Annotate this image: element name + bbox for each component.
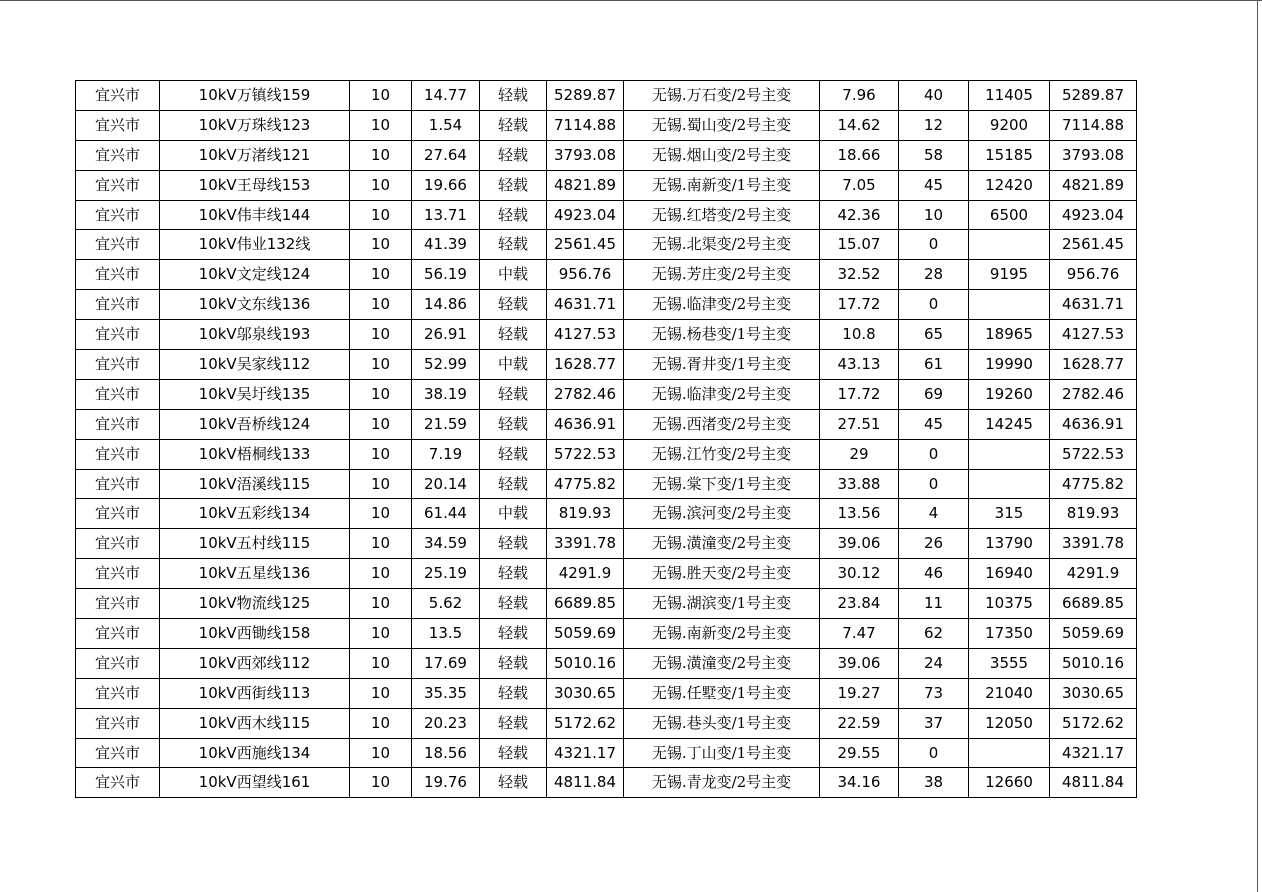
capacity-cell: 12050 — [969, 708, 1050, 738]
table-row — [76, 290, 1137, 320]
line-name-cell: 10kV文东线136 — [160, 290, 350, 320]
load-status-cell: 轻载 — [480, 469, 547, 499]
available-cell: 5722.53 — [1050, 439, 1137, 469]
transformer-load-cell: 14.62 — [820, 110, 899, 140]
transformer-load-cell: 17.72 — [820, 290, 899, 320]
city-cell: 宜兴市 — [76, 170, 160, 200]
load-status-cell: 轻载 — [480, 559, 547, 589]
count-cell: 0 — [899, 230, 969, 260]
load-status-cell: 轻载 — [480, 290, 547, 320]
capacity-cell — [969, 230, 1050, 260]
count-cell: 46 — [899, 559, 969, 589]
capacity-margin-cell: 819.93 — [547, 499, 624, 529]
load-status-cell: 轻载 — [480, 439, 547, 469]
transformer-cell: 无锡.滨河变/2号主变 — [624, 499, 820, 529]
capacity-cell: 3555 — [969, 648, 1050, 678]
load-rate-cell: 17.69 — [412, 648, 480, 678]
transformer-cell: 无锡.南新变/1号主变 — [624, 170, 820, 200]
capacity-cell: 19990 — [969, 350, 1050, 380]
load-rate-cell: 52.99 — [412, 350, 480, 380]
table-row — [76, 768, 1137, 798]
available-cell: 5172.62 — [1050, 708, 1137, 738]
capacity-margin-cell: 5059.69 — [547, 619, 624, 649]
capacity-cell: 315 — [969, 499, 1050, 529]
voltage-cell: 10 — [350, 409, 412, 439]
voltage-cell: 10 — [350, 170, 412, 200]
capacity-margin-cell: 5722.53 — [547, 439, 624, 469]
city-cell: 宜兴市 — [76, 110, 160, 140]
load-status-cell: 轻载 — [480, 81, 547, 111]
load-status-cell: 轻载 — [480, 738, 547, 768]
load-rate-cell: 19.66 — [412, 170, 480, 200]
line-name-cell: 10kV西木线115 — [160, 708, 350, 738]
voltage-cell: 10 — [350, 140, 412, 170]
load-status-cell: 中载 — [480, 499, 547, 529]
transformer-load-cell: 10.8 — [820, 320, 899, 350]
voltage-cell: 10 — [350, 81, 412, 111]
city-cell: 宜兴市 — [76, 260, 160, 290]
available-cell: 4811.84 — [1050, 768, 1137, 798]
capacity-margin-cell: 3793.08 — [547, 140, 624, 170]
transformer-cell: 无锡.棠下变/1号主变 — [624, 469, 820, 499]
voltage-cell: 10 — [350, 290, 412, 320]
load-status-cell: 中载 — [480, 260, 547, 290]
available-cell: 5010.16 — [1050, 648, 1137, 678]
voltage-cell: 10 — [350, 738, 412, 768]
load-status-cell: 轻载 — [480, 320, 547, 350]
voltage-cell: 10 — [350, 708, 412, 738]
city-cell: 宜兴市 — [76, 619, 160, 649]
transformer-cell: 无锡.红塔变/2号主变 — [624, 200, 820, 230]
count-cell: 40 — [899, 81, 969, 111]
transformer-cell: 无锡.巷头变/1号主变 — [624, 708, 820, 738]
voltage-cell: 10 — [350, 589, 412, 619]
transformer-load-cell: 29 — [820, 439, 899, 469]
transformer-cell: 无锡.湖滨变/1号主变 — [624, 589, 820, 619]
transformer-load-cell: 39.06 — [820, 648, 899, 678]
transformer-load-cell: 22.59 — [820, 708, 899, 738]
load-rate-cell: 20.23 — [412, 708, 480, 738]
count-cell: 0 — [899, 469, 969, 499]
city-cell: 宜兴市 — [76, 529, 160, 559]
count-cell: 73 — [899, 678, 969, 708]
load-rate-cell: 7.19 — [412, 439, 480, 469]
count-cell: 28 — [899, 260, 969, 290]
table-row — [76, 678, 1137, 708]
line-name-cell: 10kV物流线125 — [160, 589, 350, 619]
available-cell: 3391.78 — [1050, 529, 1137, 559]
line-name-cell: 10kV西郊线112 — [160, 648, 350, 678]
capacity-cell: 10375 — [969, 589, 1050, 619]
load-rate-cell: 25.19 — [412, 559, 480, 589]
voltage-cell: 10 — [350, 648, 412, 678]
count-cell: 62 — [899, 619, 969, 649]
load-status-cell: 轻载 — [480, 648, 547, 678]
line-name-cell: 10kV五村线115 — [160, 529, 350, 559]
load-rate-cell: 21.59 — [412, 409, 480, 439]
transformer-cell: 无锡.芳庄变/2号主变 — [624, 260, 820, 290]
transformer-cell: 无锡.蜀山变/2号主变 — [624, 110, 820, 140]
count-cell: 0 — [899, 290, 969, 320]
available-cell: 956.76 — [1050, 260, 1137, 290]
city-cell: 宜兴市 — [76, 499, 160, 529]
transformer-load-cell: 19.27 — [820, 678, 899, 708]
table-row — [76, 110, 1137, 140]
table-row — [76, 260, 1137, 290]
capacity-cell — [969, 439, 1050, 469]
voltage-cell: 10 — [350, 260, 412, 290]
table-row — [76, 320, 1137, 350]
transformer-load-cell: 39.06 — [820, 529, 899, 559]
capacity-margin-cell: 4291.9 — [547, 559, 624, 589]
load-rate-cell: 14.77 — [412, 81, 480, 111]
transformer-load-cell: 30.12 — [820, 559, 899, 589]
capacity-cell: 9195 — [969, 260, 1050, 290]
voltage-cell: 10 — [350, 230, 412, 260]
count-cell: 38 — [899, 768, 969, 798]
table-row — [76, 469, 1137, 499]
load-status-cell: 轻载 — [480, 200, 547, 230]
table-row — [76, 708, 1137, 738]
capacity-cell: 12420 — [969, 170, 1050, 200]
line-name-cell: 10kV万珠线123 — [160, 110, 350, 140]
table-row — [76, 81, 1137, 111]
table-row — [76, 559, 1137, 589]
table-row — [76, 738, 1137, 768]
transformer-load-cell: 7.05 — [820, 170, 899, 200]
capacity-margin-cell: 7114.88 — [547, 110, 624, 140]
load-status-cell: 轻载 — [480, 708, 547, 738]
available-cell: 5059.69 — [1050, 619, 1137, 649]
transformer-cell: 无锡.西渚变/2号主变 — [624, 409, 820, 439]
transformer-load-cell: 13.56 — [820, 499, 899, 529]
capacity-cell — [969, 469, 1050, 499]
transformer-load-cell: 7.47 — [820, 619, 899, 649]
count-cell: 24 — [899, 648, 969, 678]
line-name-cell: 10kV王母线153 — [160, 170, 350, 200]
load-rate-cell: 13.5 — [412, 619, 480, 649]
city-cell: 宜兴市 — [76, 559, 160, 589]
capacity-margin-cell: 4321.17 — [547, 738, 624, 768]
capacity-margin-cell: 5289.87 — [547, 81, 624, 111]
load-rate-cell: 38.19 — [412, 379, 480, 409]
capacity-margin-cell: 2561.45 — [547, 230, 624, 260]
available-cell: 1628.77 — [1050, 350, 1137, 380]
capacity-cell: 16940 — [969, 559, 1050, 589]
transformer-cell: 无锡.江竹变/2号主变 — [624, 439, 820, 469]
transformer-cell: 无锡.胥井变/1号主变 — [624, 350, 820, 380]
capacity-margin-cell: 4821.89 — [547, 170, 624, 200]
count-cell: 61 — [899, 350, 969, 380]
capacity-cell: 9200 — [969, 110, 1050, 140]
city-cell: 宜兴市 — [76, 409, 160, 439]
count-cell: 37 — [899, 708, 969, 738]
count-cell: 69 — [899, 379, 969, 409]
voltage-cell: 10 — [350, 320, 412, 350]
line-name-cell: 10kV吴家线112 — [160, 350, 350, 380]
table-row — [76, 409, 1137, 439]
table-row — [76, 648, 1137, 678]
capacity-cell: 19260 — [969, 379, 1050, 409]
voltage-cell: 10 — [350, 559, 412, 589]
capacity-margin-cell: 4127.53 — [547, 320, 624, 350]
transformer-load-cell: 29.55 — [820, 738, 899, 768]
load-rate-cell: 14.86 — [412, 290, 480, 320]
load-rate-cell: 26.91 — [412, 320, 480, 350]
capacity-cell: 12660 — [969, 768, 1050, 798]
capacity-cell: 18965 — [969, 320, 1050, 350]
city-cell: 宜兴市 — [76, 439, 160, 469]
capacity-margin-cell: 4811.84 — [547, 768, 624, 798]
line-name-cell: 10kV浯溪线115 — [160, 469, 350, 499]
table-row — [76, 439, 1137, 469]
table-row — [76, 350, 1137, 380]
load-rate-cell: 27.64 — [412, 140, 480, 170]
load-rate-cell: 20.14 — [412, 469, 480, 499]
load-rate-cell: 41.39 — [412, 230, 480, 260]
transformer-cell: 无锡.南新变/2号主变 — [624, 619, 820, 649]
available-cell: 4631.71 — [1050, 290, 1137, 320]
capacity-cell: 21040 — [969, 678, 1050, 708]
load-rate-cell: 56.19 — [412, 260, 480, 290]
transformer-cell: 无锡.丁山变/1号主变 — [624, 738, 820, 768]
available-cell: 2561.45 — [1050, 230, 1137, 260]
capacity-cell: 6500 — [969, 200, 1050, 230]
load-status-cell: 轻载 — [480, 529, 547, 559]
page-border-top — [0, 0, 1262, 1]
available-cell: 4127.53 — [1050, 320, 1137, 350]
capacity-margin-cell: 4923.04 — [547, 200, 624, 230]
city-cell: 宜兴市 — [76, 81, 160, 111]
load-rate-cell: 13.71 — [412, 200, 480, 230]
capacity-cell: 15185 — [969, 140, 1050, 170]
city-cell: 宜兴市 — [76, 350, 160, 380]
feeder-load-table — [75, 80, 1137, 798]
capacity-margin-cell: 4636.91 — [547, 409, 624, 439]
count-cell: 12 — [899, 110, 969, 140]
available-cell: 7114.88 — [1050, 110, 1137, 140]
load-status-cell: 轻载 — [480, 409, 547, 439]
line-name-cell: 10kV万镇线159 — [160, 81, 350, 111]
transformer-cell: 无锡.北渠变/2号主变 — [624, 230, 820, 260]
load-rate-cell: 5.62 — [412, 589, 480, 619]
table-body — [76, 81, 1137, 798]
line-name-cell: 10kV五彩线134 — [160, 499, 350, 529]
capacity-margin-cell: 5010.16 — [547, 648, 624, 678]
line-name-cell: 10kV邬泉线193 — [160, 320, 350, 350]
load-status-cell: 轻载 — [480, 110, 547, 140]
city-cell: 宜兴市 — [76, 469, 160, 499]
table-row — [76, 230, 1137, 260]
table-row — [76, 589, 1137, 619]
capacity-cell: 14245 — [969, 409, 1050, 439]
transformer-load-cell: 7.96 — [820, 81, 899, 111]
voltage-cell: 10 — [350, 678, 412, 708]
voltage-cell: 10 — [350, 768, 412, 798]
transformer-load-cell: 43.13 — [820, 350, 899, 380]
count-cell: 65 — [899, 320, 969, 350]
available-cell: 5289.87 — [1050, 81, 1137, 111]
available-cell: 4923.04 — [1050, 200, 1137, 230]
available-cell: 3793.08 — [1050, 140, 1137, 170]
table-row — [76, 529, 1137, 559]
capacity-margin-cell: 2782.46 — [547, 379, 624, 409]
transformer-cell: 无锡.潢潼变/2号主变 — [624, 529, 820, 559]
available-cell: 2782.46 — [1050, 379, 1137, 409]
line-name-cell: 10kV西街线113 — [160, 678, 350, 708]
load-rate-cell: 61.44 — [412, 499, 480, 529]
count-cell: 45 — [899, 409, 969, 439]
load-rate-cell: 1.54 — [412, 110, 480, 140]
city-cell: 宜兴市 — [76, 589, 160, 619]
city-cell: 宜兴市 — [76, 140, 160, 170]
voltage-cell: 10 — [350, 379, 412, 409]
capacity-cell: 17350 — [969, 619, 1050, 649]
load-status-cell: 轻载 — [480, 230, 547, 260]
load-status-cell: 轻载 — [480, 170, 547, 200]
city-cell: 宜兴市 — [76, 678, 160, 708]
line-name-cell: 10kV梧桐线133 — [160, 439, 350, 469]
capacity-cell: 11405 — [969, 81, 1050, 111]
capacity-margin-cell: 1628.77 — [547, 350, 624, 380]
voltage-cell: 10 — [350, 529, 412, 559]
available-cell: 4291.9 — [1050, 559, 1137, 589]
transformer-cell: 无锡.烟山变/2号主变 — [624, 140, 820, 170]
load-status-cell: 轻载 — [480, 589, 547, 619]
city-cell: 宜兴市 — [76, 290, 160, 320]
available-cell: 6689.85 — [1050, 589, 1137, 619]
city-cell: 宜兴市 — [76, 738, 160, 768]
transformer-cell: 无锡.杨巷变/1号主变 — [624, 320, 820, 350]
available-cell: 819.93 — [1050, 499, 1137, 529]
line-name-cell: 10kV西施线134 — [160, 738, 350, 768]
capacity-margin-cell: 4631.71 — [547, 290, 624, 320]
capacity-margin-cell: 6689.85 — [547, 589, 624, 619]
voltage-cell: 10 — [350, 619, 412, 649]
transformer-load-cell: 32.52 — [820, 260, 899, 290]
line-name-cell: 10kV吴圩线135 — [160, 379, 350, 409]
line-name-cell: 10kV五星线136 — [160, 559, 350, 589]
load-rate-cell: 34.59 — [412, 529, 480, 559]
transformer-load-cell: 27.51 — [820, 409, 899, 439]
city-cell: 宜兴市 — [76, 768, 160, 798]
city-cell: 宜兴市 — [76, 648, 160, 678]
table-row — [76, 619, 1137, 649]
available-cell: 3030.65 — [1050, 678, 1137, 708]
line-name-cell: 10kV吾桥线124 — [160, 409, 350, 439]
table-row — [76, 499, 1137, 529]
transformer-load-cell: 23.84 — [820, 589, 899, 619]
load-status-cell: 轻载 — [480, 140, 547, 170]
load-rate-cell: 18.56 — [412, 738, 480, 768]
capacity-margin-cell: 956.76 — [547, 260, 624, 290]
voltage-cell: 10 — [350, 110, 412, 140]
voltage-cell: 10 — [350, 439, 412, 469]
load-status-cell: 轻载 — [480, 768, 547, 798]
capacity-margin-cell: 5172.62 — [547, 708, 624, 738]
line-name-cell: 10kV文定线124 — [160, 260, 350, 290]
voltage-cell: 10 — [350, 350, 412, 380]
transformer-cell: 无锡.任墅变/1号主变 — [624, 678, 820, 708]
transformer-load-cell: 34.16 — [820, 768, 899, 798]
available-cell: 4636.91 — [1050, 409, 1137, 439]
capacity-cell: 13790 — [969, 529, 1050, 559]
count-cell: 45 — [899, 170, 969, 200]
table-row — [76, 200, 1137, 230]
line-name-cell: 10kV伟业132线 — [160, 230, 350, 260]
capacity-cell — [969, 290, 1050, 320]
city-cell: 宜兴市 — [76, 708, 160, 738]
line-name-cell: 10kV西锄线158 — [160, 619, 350, 649]
city-cell: 宜兴市 — [76, 200, 160, 230]
capacity-cell — [969, 738, 1050, 768]
capacity-margin-cell: 4775.82 — [547, 469, 624, 499]
load-status-cell: 轻载 — [480, 678, 547, 708]
load-status-cell: 轻载 — [480, 619, 547, 649]
transformer-cell: 无锡.青龙变/2号主变 — [624, 768, 820, 798]
table-row — [76, 140, 1137, 170]
transformer-cell: 无锡.万石变/2号主变 — [624, 81, 820, 111]
load-rate-cell: 19.76 — [412, 768, 480, 798]
transformer-cell: 无锡.临津变/2号主变 — [624, 379, 820, 409]
table-row — [76, 379, 1137, 409]
line-name-cell: 10kV伟丰线144 — [160, 200, 350, 230]
available-cell: 4775.82 — [1050, 469, 1137, 499]
load-rate-cell: 35.35 — [412, 678, 480, 708]
page-border-right — [1257, 0, 1258, 892]
table-row — [76, 170, 1137, 200]
voltage-cell: 10 — [350, 499, 412, 529]
line-name-cell: 10kV万渚线121 — [160, 140, 350, 170]
load-status-cell: 中载 — [480, 350, 547, 380]
transformer-load-cell: 17.72 — [820, 379, 899, 409]
load-status-cell: 轻载 — [480, 379, 547, 409]
count-cell: 4 — [899, 499, 969, 529]
capacity-margin-cell: 3030.65 — [547, 678, 624, 708]
transformer-load-cell: 18.66 — [820, 140, 899, 170]
count-cell: 26 — [899, 529, 969, 559]
transformer-cell: 无锡.临津变/2号主变 — [624, 290, 820, 320]
transformer-load-cell: 33.88 — [820, 469, 899, 499]
city-cell: 宜兴市 — [76, 379, 160, 409]
voltage-cell: 10 — [350, 200, 412, 230]
count-cell: 11 — [899, 589, 969, 619]
city-cell: 宜兴市 — [76, 320, 160, 350]
available-cell: 4821.89 — [1050, 170, 1137, 200]
transformer-load-cell: 42.36 — [820, 200, 899, 230]
count-cell: 0 — [899, 738, 969, 768]
available-cell: 4321.17 — [1050, 738, 1137, 768]
city-cell: 宜兴市 — [76, 230, 160, 260]
voltage-cell: 10 — [350, 469, 412, 499]
line-name-cell: 10kV西望线161 — [160, 768, 350, 798]
transformer-cell: 无锡.潢潼变/2号主变 — [624, 648, 820, 678]
count-cell: 58 — [899, 140, 969, 170]
count-cell: 10 — [899, 200, 969, 230]
capacity-margin-cell: 3391.78 — [547, 529, 624, 559]
transformer-cell: 无锡.胜天变/2号主变 — [624, 559, 820, 589]
transformer-load-cell: 15.07 — [820, 230, 899, 260]
count-cell: 0 — [899, 439, 969, 469]
